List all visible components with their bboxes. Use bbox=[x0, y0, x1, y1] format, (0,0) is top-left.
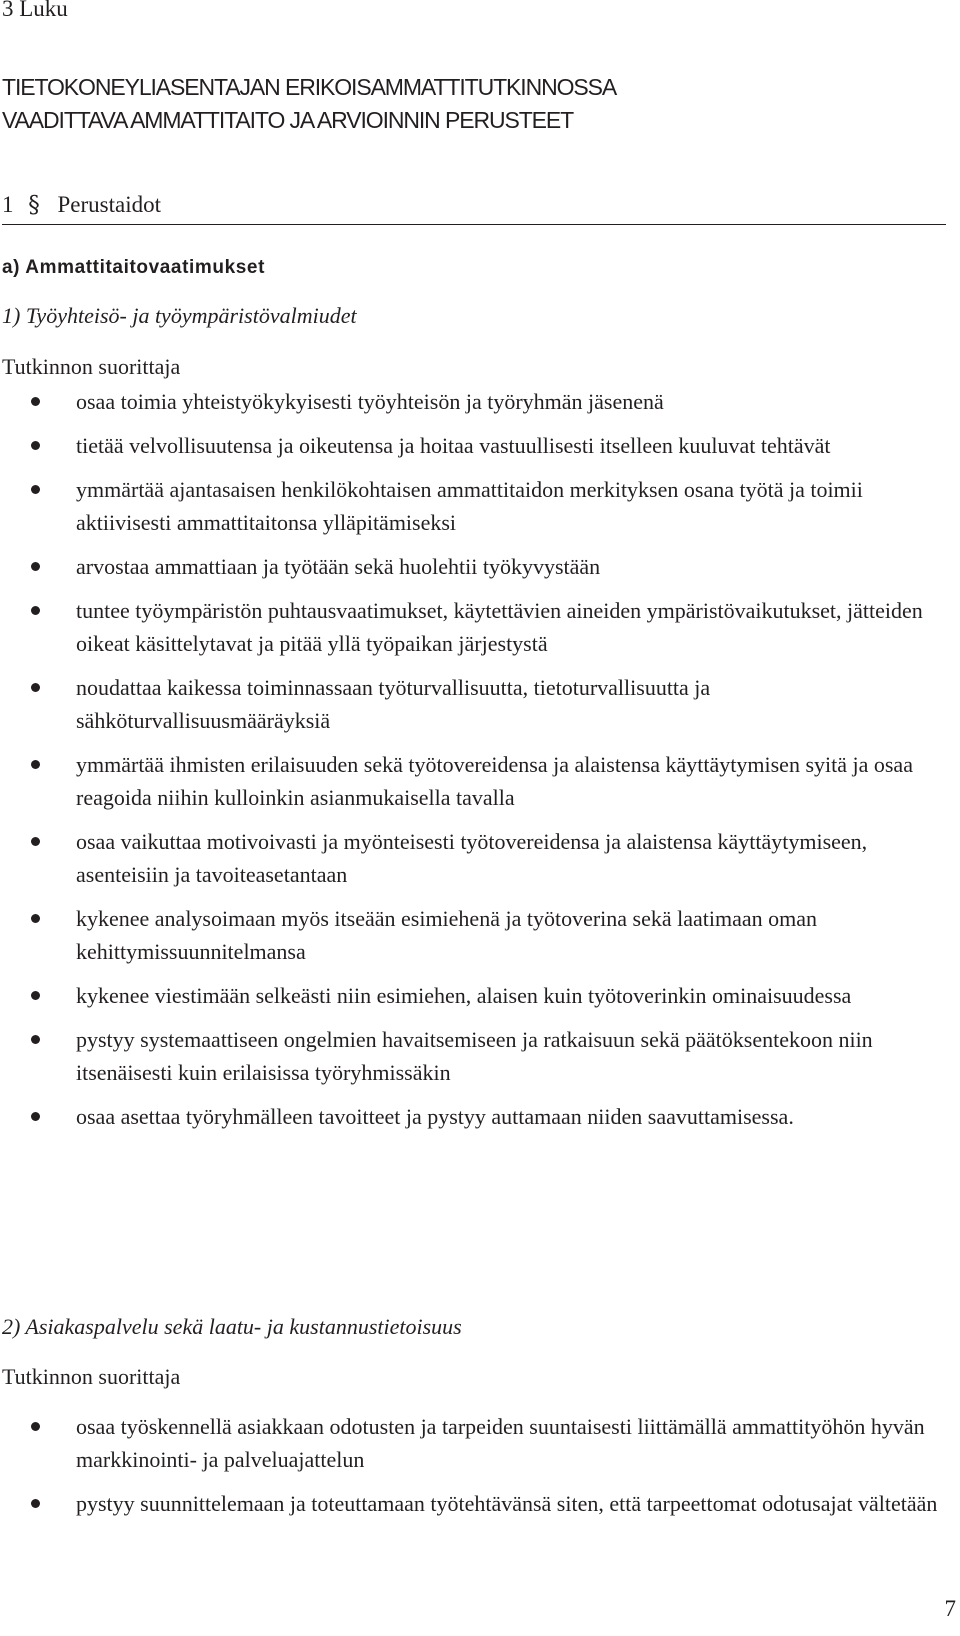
group-2-heading: 2) Asiakaspalvelu sekä laatu- ja kustannustietoisuus bbox=[2, 1314, 462, 1339]
section-heading bbox=[2, 192, 946, 225]
document-title-line-1: TIETOKONEYLIASENTAJAN ERIKOISAMMATTITUTKINNOSSA bbox=[2, 74, 617, 100]
list-item bbox=[0, 979, 940, 1012]
list-item-text: pystyy suunnittelemaan ja toteuttamaan työtehtävänsä siten, että tarpeettomat odotusajat vältetään bbox=[76, 1491, 938, 1516]
list-item-text: osaa työskennellä asiakkaan odotusten ja tarpeiden suuntaisesti liittämällä ammattityöhön hyvän markkinointi- ja palveluajattelun bbox=[76, 1414, 925, 1472]
list-item-text: tuntee työympäristön puhtausvaatimukset, käytettävien aineiden ympäristövaikutukset, jätteiden oikeat käsittelytavat ja pitää yllä työpaikan järjestystä bbox=[76, 598, 923, 656]
list-item bbox=[0, 1023, 940, 1089]
group-1-list bbox=[0, 385, 940, 1133]
document-title-line-2: VAADITTAVA AMMATTITAITO JA ARVIOINNIN PERUSTEET bbox=[2, 107, 574, 133]
bullet-icon bbox=[31, 606, 40, 615]
list-item bbox=[0, 385, 940, 418]
list-item-text: pystyy systemaattiseen ongelmien havaitsemiseen ja ratkaisuun sekä päätöksentekoon niin itsenäisesti kuin erilaisissa työryhmissäkin bbox=[76, 1027, 873, 1085]
group-2-performer: Tutkinnon suorittaja bbox=[2, 1364, 181, 1389]
bullet-icon bbox=[31, 914, 40, 923]
bullet-icon bbox=[31, 1035, 40, 1044]
list-item bbox=[0, 825, 940, 891]
list-item bbox=[0, 671, 940, 737]
bullet-icon bbox=[31, 837, 40, 846]
list-item bbox=[0, 902, 940, 968]
bullet-icon bbox=[31, 485, 40, 494]
list-item-text: osaa asettaa työryhmälleen tavoitteet ja pystyy auttamaan niiden saavuttamisessa. bbox=[76, 1104, 794, 1129]
list-item bbox=[0, 550, 940, 583]
bullet-icon bbox=[31, 441, 40, 450]
section-number: 1 bbox=[2, 192, 14, 217]
bullet-icon bbox=[31, 1422, 40, 1431]
bullet-icon bbox=[31, 397, 40, 406]
requirements-heading: a) Ammattitaitovaatimukset bbox=[2, 257, 266, 278]
list-item-text: noudattaa kaikessa toiminnassaan työturvallisuutta, tietoturvallisuutta ja sähköturvallisuusmääräyksiä bbox=[76, 675, 711, 733]
list-item-text: tietää velvollisuutensa ja oikeutensa ja hoitaa vastuullisesti itselleen kuuluvat tehtävät bbox=[76, 433, 831, 458]
list-item bbox=[0, 1410, 940, 1476]
list-item-text: kykenee analysoimaan myös itseään esimiehenä ja työtoverina sekä laatimaan oman kehittymissuunnitelmansa bbox=[76, 906, 818, 964]
section-symbol: § bbox=[28, 192, 40, 218]
list-item-text: arvostaa ammattiaan ja työtään sekä huolehtii työkyvystään bbox=[76, 554, 601, 579]
list-item bbox=[0, 594, 940, 660]
list-item bbox=[0, 1100, 940, 1133]
list-item-text: osaa toimia yhteistyökykyisesti työyhteisön ja työryhmän jäsenenä bbox=[76, 389, 664, 414]
group-1-performer: Tutkinnon suorittaja bbox=[2, 354, 181, 379]
list-item-text: osaa vaikuttaa motivoivasti ja myönteisesti työtovereidensa ja alaistensa käyttäytymiseen, asenteisiin ja tavoiteasetantaan bbox=[76, 829, 868, 887]
list-item bbox=[0, 473, 940, 539]
list-item bbox=[0, 748, 940, 814]
bullet-icon bbox=[31, 1112, 40, 1121]
list-item-text: ymmärtää ihmisten erilaisuuden sekä työtovereidensa ja alaistensa käyttäytymisen syitä ja osaa reagoida niihin kulloinkin asianmukaisella tavalla bbox=[76, 752, 913, 810]
group-1-heading: 1) Työyhteisö- ja työympäristövalmiudet bbox=[2, 303, 357, 328]
page-number: 7 bbox=[944, 1596, 956, 1621]
chapter-label: 3 Luku bbox=[2, 0, 68, 21]
bullet-icon bbox=[31, 760, 40, 769]
list-item-text: ymmärtää ajantasaisen henkilökohtaisen ammattitaidon merkityksen osana työtä ja toimii aktiivisesti ammattitaitonsa ylläpitämiseksi bbox=[76, 477, 863, 535]
bullet-icon bbox=[31, 1499, 40, 1508]
section-title: Perustaidot bbox=[57, 192, 161, 217]
list-item bbox=[0, 429, 940, 462]
bullet-icon bbox=[31, 991, 40, 1000]
bullet-icon bbox=[31, 683, 40, 692]
bullet-icon bbox=[31, 562, 40, 571]
group-2-list bbox=[0, 1410, 940, 1520]
list-item bbox=[0, 1487, 940, 1520]
list-item-text: kykenee viestimään selkeästi niin esimiehen, alaisen kuin työtoverinkin ominaisuudessa bbox=[76, 983, 852, 1008]
